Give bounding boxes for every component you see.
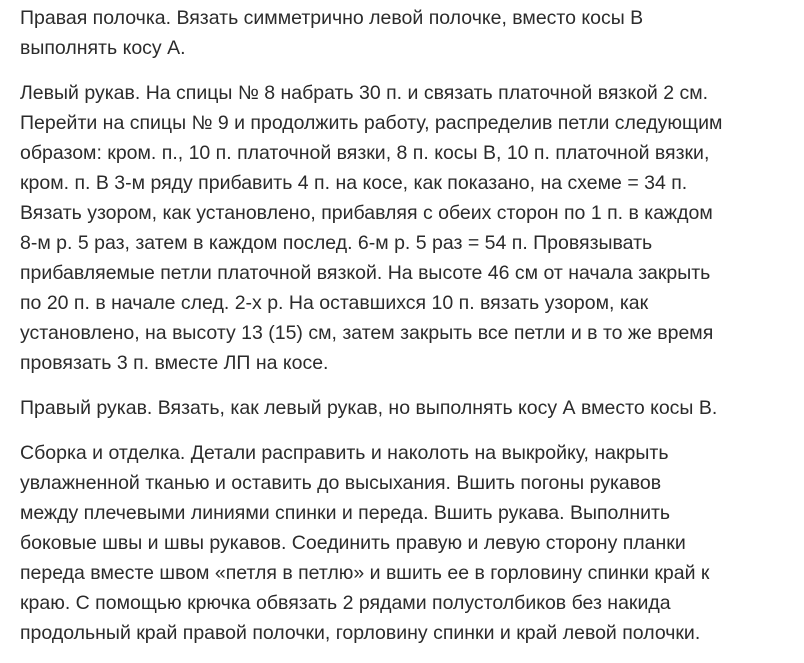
paragraph-right-front	[20, 3, 802, 63]
text-line: по 20 п. в начале след. 2-х р. На оставшихся 10 п. вязать узором, как	[20, 292, 649, 314]
text-line: Перейти на спицы № 9 и продолжить работу, распределив петли следующим	[20, 112, 723, 134]
text-line: 8-м р. 5 раз, затем в каждом послед. 6-м р. 5 раз = 54 п. Провязывать	[20, 232, 653, 254]
text-line: Правый рукав. Вязать, как левый рукав, но выполнять косу А вместо косы В.	[20, 397, 718, 419]
paragraph-right-sleeve	[20, 393, 802, 423]
text-line: Левый рукав. На спицы № 8 набрать 30 п. и связать платочной вязкой 2 см.	[20, 82, 709, 104]
text-line: Сборка и отделка. Детали расправить и наколоть на выкройку, накрыть	[20, 442, 669, 464]
text-line: прибавляемые петли платочной вязкой. На высоте 46 см от начала закрыть	[20, 262, 711, 284]
text-line: кром. п. В 3-м ряду прибавить 4 п. на косе, как показано, на схеме = 34 п.	[20, 172, 688, 194]
text-line: Вязать узором, как установлено, прибавляя с обеих сторон по 1 п. в каждом	[20, 202, 713, 224]
paragraph-left-sleeve	[20, 78, 802, 378]
text-line: Правая полочка. Вязать симметрично левой полочке, вместо косы В	[20, 7, 644, 29]
text-line: краю. С помощью крючка обвязать 2 рядами полустолбиков без накида	[20, 592, 671, 614]
text-line: продольный край правой полочки, горловину спинки и край левой полочки.	[20, 622, 701, 644]
text-line: между плечевыми линиями спинки и переда. Вшить рукава. Выполнить	[20, 502, 671, 524]
text-line: образом: кром. п., 10 п. платочной вязки, 8 п. косы В, 10 п. платочной вязки,	[20, 142, 710, 164]
text-line: выполнять косу А.	[20, 37, 186, 59]
text-line: установлено, на высоту 13 (15) см, затем закрыть все петли и в то же время	[20, 322, 714, 344]
text-line: увлажненной тканью и оставить до высыхания. Вшить погоны рукавов	[20, 472, 662, 494]
text-line: провязать 3 п. вместе ЛП на косе.	[20, 352, 329, 374]
text-line: переда вместе швом «петля в петлю» и вшить ее в горловину спинки край к	[20, 562, 710, 584]
text-line: боковые швы и швы рукавов. Соединить правую и левую сторону планки	[20, 532, 686, 554]
document-body	[20, 3, 802, 663]
paragraph-assembly	[20, 438, 802, 648]
